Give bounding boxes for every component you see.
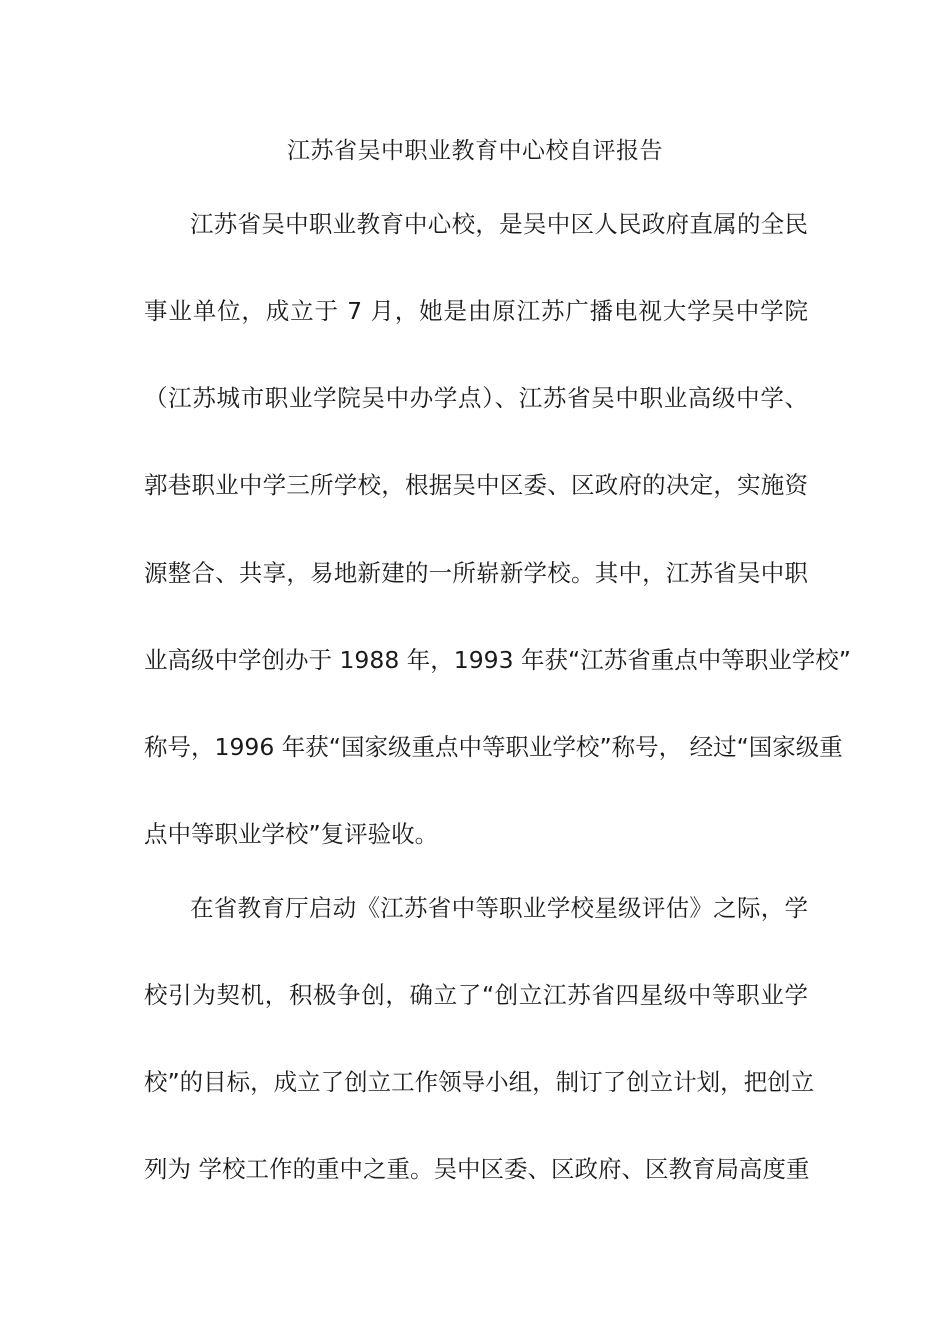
- paragraph-line: 江苏省吴中职业教育中心校，是吴中区人民政府直属的全民: [190, 210, 808, 238]
- paragraph-line: 事业单位，成立于 7 月，她是由原江苏广播电视大学吴中学院: [144, 297, 808, 325]
- paragraph-line: 源整合、共享，易地新建的一所崭新学校。其中，江苏省吴中职: [144, 559, 808, 587]
- paragraph-line: （江苏城市职业学院吴中办学点）、江苏省吴中职业高级中学、: [144, 384, 808, 412]
- paragraph-line: 郭巷职业中学三所学校，根据吴中区委、区政府的决定，实施资: [144, 471, 808, 499]
- paragraph-line: 在省教育厅启动《江苏省中等职业学校星级评估》之际，学: [190, 894, 808, 922]
- paragraph-line: 校引为契机，积极争创，确立了“创立江苏省四星级中等职业学: [144, 981, 808, 1009]
- paragraph-line: 称号，1996 年获“国家级重点中等职业学校”称号， 经过“国家级重: [144, 733, 843, 761]
- document-title: 江苏省吴中职业教育中心校自评报告: [287, 138, 663, 164]
- paragraph-line: 列为 学校工作的重中之重。吴中区委、区政府、区教育局高度重: [144, 1155, 810, 1183]
- paragraph-line: 校”的目标，成立了创立工作领导小组，制订了创立计划，把创立: [144, 1068, 815, 1096]
- paragraph-line: 业高级中学创办于 1988 年，1993 年获“江苏省重点中等职业学校”: [144, 646, 851, 674]
- paragraph-line: 点中等职业学校”复评验收。: [144, 820, 439, 848]
